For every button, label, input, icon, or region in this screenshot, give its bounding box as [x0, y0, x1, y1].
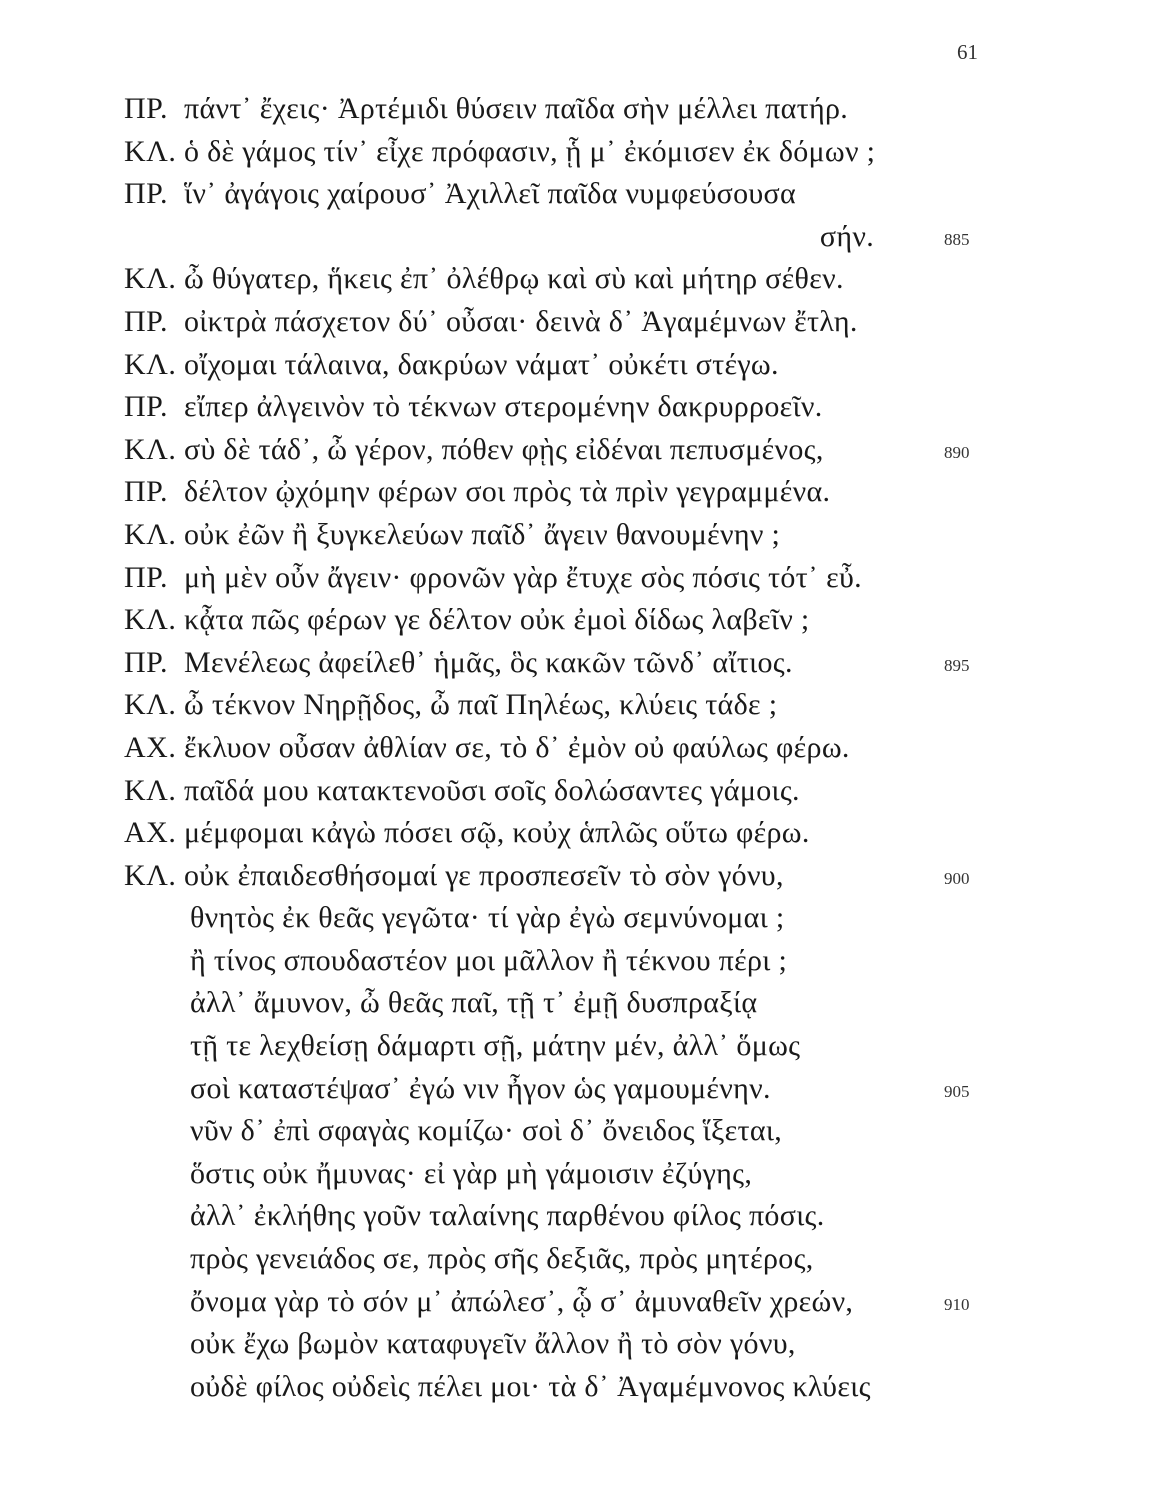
verse-line [124, 599, 1024, 642]
verse-text: ἵν᾽ ἀγάγοις χαίρουσ᾽ Ἀχιλλεῖ παῖδα νυμφεύσουσα [184, 177, 797, 211]
verse-text: οἴχομαι τάλαινα, δακρύων νάματ᾽ οὐκέτι στέγω. [184, 347, 779, 381]
line-number: 905 [944, 1081, 970, 1101]
verse-text: δέλτον ᾠχόμην φέρων σοι πρὸς τὰ πρὶν γεγραμμένα. [184, 475, 831, 509]
verse-text: παῖδά μου κατακτενοῦσι σοῖς δολώσαντες γάμοις. [184, 773, 800, 807]
speaker-label: ΑΧ. [124, 730, 177, 764]
verse-line [124, 812, 1024, 855]
verse-line [124, 301, 1024, 344]
verse-text: οὐκ ἐῶν ἢ ξυγκελεύων παῖδ᾽ ἄγειν θανουμένην ; [184, 517, 781, 551]
speaker-label: ΠΡ. [124, 177, 169, 211]
line-number: 890 [944, 442, 970, 462]
verse-line [124, 1025, 1024, 1068]
speaker-label: ΚΛ. [124, 688, 177, 722]
verse-line [124, 855, 1024, 898]
verse-line [124, 770, 1024, 813]
verse-text: ὁ δὲ γάμος τίν᾽ εἶχε πρόφασιν, ᾗ μ᾽ ἐκόμισεν ἐκ δόμων ; [184, 134, 876, 168]
line-number: 895 [944, 655, 970, 675]
speaker-label: ΠΡ. [124, 560, 169, 594]
verse-lines [124, 88, 1024, 1408]
line-number: 910 [944, 1294, 970, 1314]
verse-text: οὐδὲ φίλος οὐδεὶς πέλει μοι· τὰ δ᾽ Ἀγαμέμνονος κλύεις [190, 1369, 871, 1403]
verse-text: ἀλλ᾽ ἄμυνον, ὦ θεᾶς παῖ, τῇ τ᾽ ἐμῇ δυσπραξίᾳ [190, 986, 758, 1020]
verse-text: εἴπερ ἀλγεινὸν τὸ τέκνων στερομένην δακρυρροεῖν. [184, 390, 823, 424]
speaker-label: ΚΛ. [124, 517, 177, 551]
verse-text: νῦν δ᾽ ἐπὶ σφαγὰς κομίζω· σοὶ δ᾽ ὄνειδος ἵξεται, [190, 1114, 783, 1148]
verse-line [124, 258, 1024, 301]
verse-text: ὅστις οὐκ ἤμυνας· εἰ γὰρ μὴ γάμοισιν ἐζύγης, [190, 1156, 753, 1190]
line-number: 900 [944, 868, 970, 888]
verse-line [124, 216, 1024, 259]
verse-line [124, 940, 1024, 983]
speaker-label: ΚΛ. [124, 432, 177, 466]
verse-text: θνητὸς ἐκ θεᾶς γεγῶτα· τί γὰρ ἐγὼ σεμνύνομαι ; [190, 901, 785, 935]
verse-text: τῇ τε λεχθείσῃ δάμαρτι σῇ, μάτην μέν, ἀλλ᾽ ὅμως [190, 1029, 801, 1063]
speaker-label: ΠΡ. [124, 304, 169, 338]
verse-line [124, 131, 1024, 174]
speaker-label: ΠΡ. [124, 645, 169, 679]
speaker-label: ΠΡ. [124, 92, 169, 125]
verse-line [124, 897, 1024, 940]
verse-line [124, 514, 1024, 557]
verse-text: ἔκλυον οὖσαν ἀθλίαν σε, τὸ δ᾽ ἐμὸν οὐ φαύλως φέρω. [184, 730, 850, 764]
verse-line [124, 471, 1024, 514]
verse-line [124, 429, 1024, 472]
line-number: 885 [944, 229, 970, 249]
verse-line [124, 88, 1024, 131]
verse-line [124, 642, 1024, 685]
verse-line [124, 1068, 1024, 1111]
verse-text: οὐκ ἐπαιδεσθήσομαί γε προσπεσεῖν τὸ σὸν γόνυ, [184, 858, 784, 892]
verse-text: πάντ᾽ ἔχεις· Ἀρτέμιδι θύσειν παῖδα σὴν μέλλει πατήρ. [184, 92, 849, 125]
verse-text: ἢ τίνος σπουδαστέον μοι μᾶλλον ἢ τέκνου πέρι ; [190, 943, 788, 977]
speaker-label: ΑΧ. [124, 816, 177, 850]
verse-text: οὐκ ἔχω βωμὸν καταφυγεῖν ἄλλον ἢ τὸ σὸν γόνυ, [190, 1327, 796, 1361]
verse-text: μὴ μὲν οὖν ἄγειν· φρονῶν γὰρ ἔτυχε σὸς πόσις τότ᾽ εὖ. [184, 560, 862, 594]
verse-line [124, 344, 1024, 387]
verse-line [124, 1195, 1024, 1238]
verse-text: μέμφομαι κἀγὼ πόσει σῷ, κοὐχ ἁπλῶς οὕτω φέρω. [184, 816, 810, 850]
speaker-label: ΠΡ. [124, 390, 169, 424]
verse-line [124, 557, 1024, 600]
verse-line [124, 684, 1024, 727]
verse-text: ἀλλ᾽ ἐκλήθης γοῦν ταλαίνης παρθένου φίλος πόσις. [190, 1199, 825, 1233]
verse-text: σοὶ καταστέψασ᾽ ἐγώ νιν ἦγον ὡς γαμουμένην. [190, 1071, 771, 1105]
verse-text: Μενέλεως ἀφείλεθ᾽ ἡμᾶς, ὃς κακῶν τῶνδ᾽ αἴτιος. [184, 645, 793, 679]
verse-line [124, 1323, 1024, 1366]
verse-line [124, 982, 1024, 1025]
speaker-label: ΚΛ. [124, 262, 177, 296]
verse-line [124, 1238, 1024, 1281]
verse-line [124, 1366, 1024, 1409]
speaker-label: ΚΛ. [124, 858, 177, 892]
verse-text: οἰκτρὰ πάσχετον δύ᾽ οὖσαι· δεινὰ δ᾽ Ἀγαμέμνων ἔτλη. [184, 304, 858, 338]
verse-line [124, 1281, 1024, 1324]
speaker-label: ΚΛ. [124, 347, 177, 381]
speaker-label: ΠΡ. [124, 475, 169, 509]
verse-text: ὄνομα γὰρ τὸ σόν μ᾽ ἀπώλεσ᾽, ᾧ σ᾽ ἀμυναθεῖν χρεών, [190, 1284, 854, 1318]
verse-line [124, 727, 1024, 770]
verse-text: πρὸς γενειάδος σε, πρὸς σῆς δεξιᾶς, πρὸς μητέρος, [190, 1242, 814, 1276]
verse-text: ὦ τέκνον Νηρῇδος, ὦ παῖ Πηλέως, κλύεις τάδε ; [184, 688, 778, 722]
verse-line [124, 1110, 1024, 1153]
verse-line [124, 1153, 1024, 1196]
verse-line [124, 173, 1024, 216]
speaker-label: ΚΛ. [124, 134, 177, 168]
verse-text: σήν. [819, 219, 874, 253]
verse-line [124, 386, 1024, 429]
page-number: 61 [957, 40, 978, 64]
verse-text: ὦ θύγατερ, ἥκεις ἐπ᾽ ὀλέθρῳ καὶ σὺ καὶ μήτηρ σέθεν. [184, 262, 844, 296]
verse-text: σὺ δὲ τάδ᾽, ὦ γέρον, πόθεν φῂς εἰδέναι πεπυσμένος, [184, 432, 824, 466]
speaker-label: ΚΛ. [124, 603, 177, 637]
speaker-label: ΚΛ. [124, 773, 177, 807]
verse-text: κᾆτα πῶς φέρων γε δέλτον οὐκ ἐμοὶ δίδως λαβεῖν ; [184, 603, 810, 637]
